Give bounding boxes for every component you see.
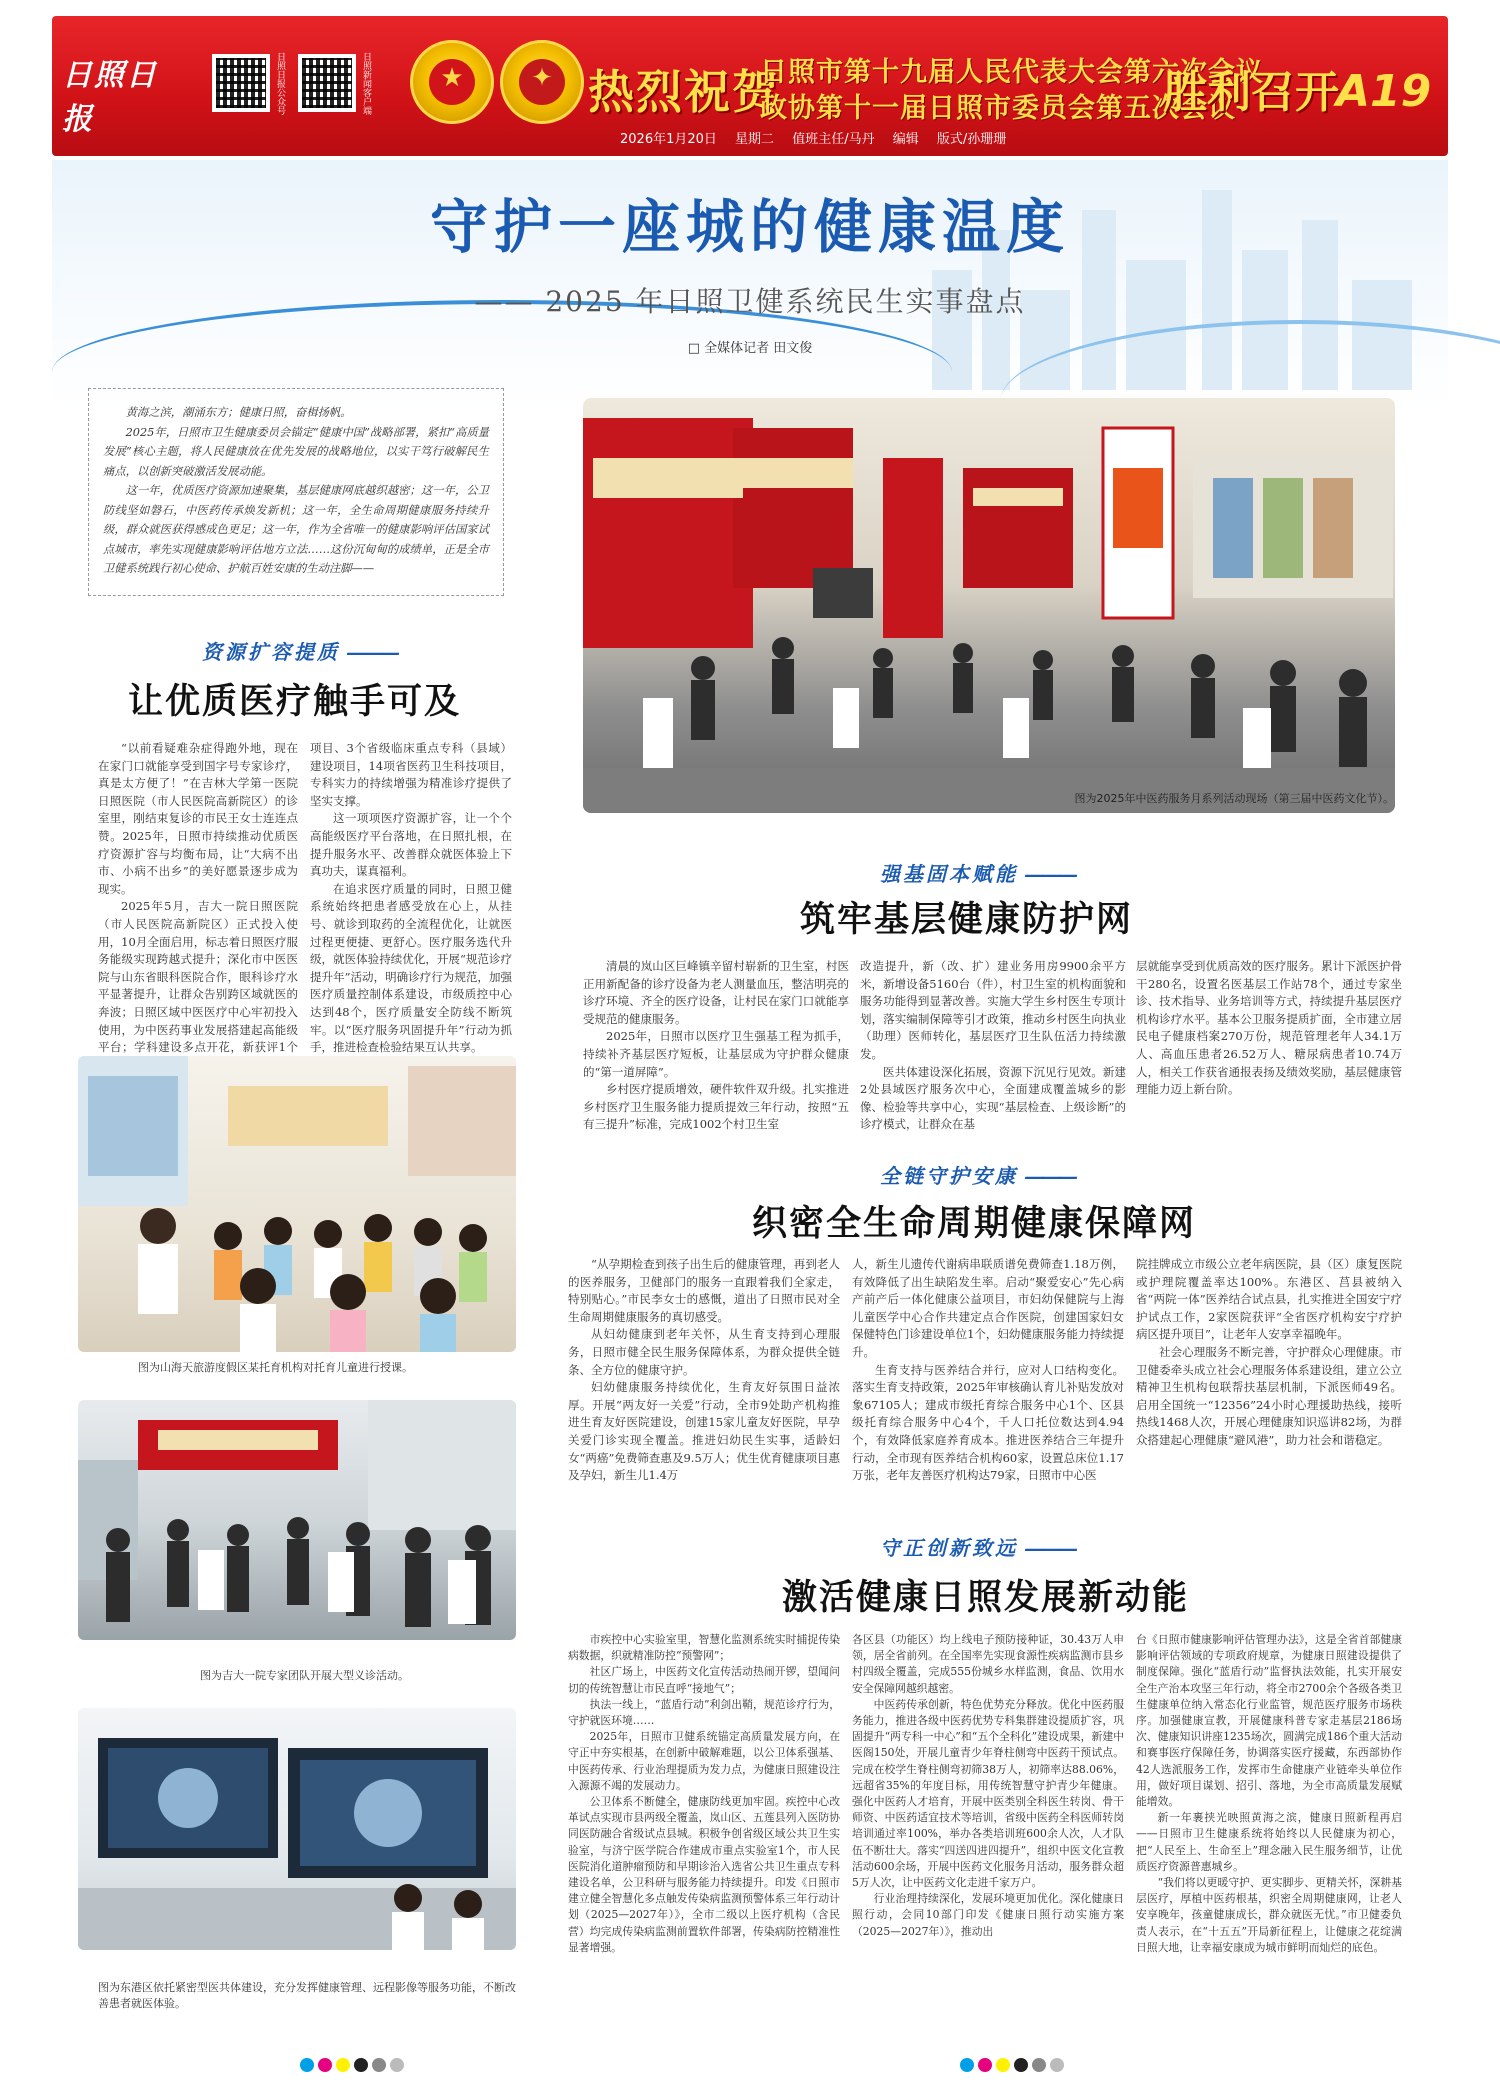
article-column xyxy=(852,1632,1124,1940)
article-paragraph: 层就能享受到优质高效的医疗服务。累计下派医护骨干280名，设置名医基层工作站78个，通过专家坐诊、技术指导、业务培训等方式，持续提升基层医疗机构诊疗水平。基本公卫服务提质扩面，全市建立居民电子健康档案270万份，规范管理老年人34.1万人、高血压患者26.52万人、糖尿病患者10.74万人，相关工作获省通报表扬及绩效奖励，基层健康管理能力迈上新台阶。 xyxy=(1136,959,1402,1097)
issue-date: 2026年1月20日 xyxy=(620,132,717,147)
article-column xyxy=(1136,1632,1402,1956)
intro-paragraph: 2025年，日照市卫生健康委员会锚定“健康中国”战略部署，紧扣“高质量发展”核心主题，将人民健康放在优先发展的战略地位，以实干笃行破解民生痛点，以创新突破激活发展动能。 xyxy=(103,425,489,478)
duty-editor: 值班主任/马丹 xyxy=(792,132,875,147)
article-column xyxy=(568,1632,840,1956)
page-number: A19 xyxy=(1336,66,1432,117)
article-paragraph: 医共体建设深化拓展，资源下沉见行见效。新建2处县域医疗服务次中心，全面建成覆盖城乡的影像、检验等共享中心，实现“基层检查、上级诊断”的诊疗模式，让群众在基 xyxy=(860,1064,1126,1132)
article-paragraph: 中医药传承创新，特色优势充分释放。优化中医药服务能力，推进各级中医药优势专科集群建设提质扩容，巩固提升“两专科一中心”和“五个全科化”建设成果，新建中医阁150处，开展儿童青少年脊柱侧弯中医药干预试点。完成在校学生脊柱侧弯初筛38万人，初筛率达88.06%，远超省35%的年度目标，用传统智慧守护青少年健康。强化中医药人才培育，开展中医类别全科医生转岗、骨干师资、中医药适宜技术等培训，省级中医药全科医师转岗培训通过率100%，举办各类培训班600余人次，人才队伍不断壮大。落实“四送四进四提升”，组织中医文化宣教活动600余场，开展中医药文化服务月活动，服务群众超5万人次，让中医药文化走进千家万户。 xyxy=(852,1697,1124,1890)
photo-caption: 图为吉大一院专家团队开展大型义诊活动。 xyxy=(200,1669,409,1682)
article-paragraph: 生育支持与医养结合并行，应对人口结构变化。落实生育支持政策，2025年审核确认育儿补贴发放对象67105人；建成市级托育综合服务中心1个、区县级托育综合服务中心4个，千人口托位数达到4.94个，有效降低家庭养育成本。推进医养结合三年提升行动，全市现有医养结合机构60家，设置总床位1.17万张，老年友善医疗机构达79家，日照市中心医 xyxy=(852,1362,1124,1483)
article-paragraph: 清晨的岚山区巨峰镇辛留村崭新的卫生室，村医正用新配备的诊疗设备为老人测量血压，整洁明亮的诊疗环境、齐全的医疗设备，让村民在家门口就能享受规范的健康服务。 xyxy=(583,959,849,1026)
article-paragraph: “以前看疑难杂症得跑外地，现在在家门口就能享受到国字号专家诊疗，真是太方便了！”在吉林大学第一医院日照医院（市人民医院高新院区）的诊室里，刚结束复诊的市民王女士连连点赞。2025年，日照市持续推动优质医疗资源扩容与均衡布局，让“大病不出市、小病不出乡”的美好愿景逐步成为现实。 xyxy=(98,741,298,896)
article-paragraph: 从妇幼健康到老年关怀，从生育支持到心理服务，日照市健全民生服务保障体系，为群众提供全链条、全方位的健康守护。 xyxy=(568,1327,840,1377)
section-kicker: 守正创新致远 ——— xyxy=(880,1532,1075,1561)
article-paragraph: 市疾控中心实验室里，智慧化监测系统实时捕捉传染病数据，织就精准防控“预警网”； xyxy=(568,1633,840,1663)
article-column xyxy=(310,740,512,1057)
cppcc-emblem-icon: ✦ xyxy=(500,40,584,124)
article-paragraph: 2025年5月，吉大一院日照医院（市人民医院高新院区）正式投入使用，10月全面启用，标志着日照医疗服务能级实现跨越式提升；深化市中医医院与山东省眼科医院合作，眼科诊疗水平显著提升，让群众告别跨区域就医的奔波；日照区域中医医疗中心牢初投入使用，为中医药事业发展搭建起高能级平台；学科建设多点开花，新获评1个 xyxy=(98,899,298,1055)
article-paragraph: 人，新生儿遗传代谢病串联质谱免费筛查1.18万例，有效降低了出生缺陷发生率。启动“聚爱安心”先心病产前产后一体化健康公益项目，市妇幼保健院与上海儿童医学中心合作共建定点合作医院，创建国家妇女保健特色门诊建设单位1个，妇幼健康服务能力持续提升。 xyxy=(852,1257,1124,1359)
section-headline: 织密全生命周期健康保障网 xyxy=(752,1203,1197,1244)
registration-marks xyxy=(300,2058,404,2072)
success-headline: 胜利召开 xyxy=(1163,67,1339,118)
article-column xyxy=(568,1256,840,1485)
layout-editor: 版式/孙珊珊 xyxy=(936,132,1007,147)
article-paragraph: 2025年，日照市以医疗卫生强基工程为抓手，持续补齐基层医疗短板，让基层成为守护群众健康的“第一道屏障”。 xyxy=(583,1029,849,1079)
section-kicker: 全链守护安康 ——— xyxy=(880,1160,1075,1189)
qr-caption: 日照日报公众号 xyxy=(275,52,285,115)
article-paragraph: 2025年，日照市卫健系统锚定高质量发展方向，在守正中夯实根基，在创新中破解难题，以公卫体系强基、中医药传承、行业治理提质为发力点，为健康日照建设注入源源不竭的发展动力。 xyxy=(568,1730,840,1792)
photo-caption: 图为东港区依托紧密型医共体建设，充分发挥健康管理、远程影像等服务功能，不断改善患者就医体验。 xyxy=(98,1981,516,2010)
page-subtitle: —— 2025 年日照卫健系统民生实事盘点 xyxy=(474,285,1026,318)
article-paragraph: “从孕期检查到孩子出生后的健康管理，再到老人的医养服务，卫健部门的服务一直跟着我们全家走，特别贴心。”市民李女士的感慨，道出了日照市民对全生命周期健康服务的真切感受。 xyxy=(568,1257,840,1324)
article-paragraph: 新一年裹挟光映照黄海之滨，健康日照新程再启——日照市卫生健康系统将始终以人民健康为初心，把“人民至上、生命至上”理念融入民生服务细节，让优质医疗资源普惠城乡。 xyxy=(1136,1811,1402,1873)
newspaper-logo: 日照日报 xyxy=(62,58,158,137)
article-paragraph: 项目、3个省级临床重点专科（县域）建设项目，14项省医药卫生科技项目，专科实力的持续增强为精准诊疗提供了坚实支撑。 xyxy=(310,741,512,808)
section-headline: 激活健康日照发展新动能 xyxy=(782,1577,1190,1618)
article-paragraph: 乡村医疗提质增效，硬件软件双升级。扎实推进乡村医疗卫生服务能力提质提效三年行动，按照“五有三提升”标准，完成1002个村卫生室 xyxy=(583,1082,849,1132)
article-paragraph: 台《日照市健康影响评估管理办法》，这是全省首部健康影响评估领域的专项政府规章，为健康日照建设提供了制度保障。强化“蓝盾行动”监督执法效能，扎实开展安全生产治本攻坚三年行动，将全市2700余个各级各类卫生健康单位纳入常态化行业监管，规范医疗服务市场秩序。加强健康宣教，开展健康科普专家走基层2186场次、健康知识讲座1235场次，圆满完成186个重大活动和赛事医疗保障任务，协调落实医疗援藏，东西部协作42人选派服务工作，发挥市生命健康产业链牵头单位作用，做好项目谋划、招引、落地，为全市高质量发展赋能增效。 xyxy=(1136,1633,1402,1809)
dateline xyxy=(620,128,1020,147)
registration-marks xyxy=(960,2058,1064,2072)
article-column xyxy=(852,1256,1124,1485)
article-column xyxy=(583,958,849,1134)
article-column xyxy=(1136,958,1402,1099)
article-paragraph: 公卫体系不断健全，健康防线更加牢固。疾控中心改革试点实现市县两级全覆盖，岚山区、五莲县列入医防协同医防融合省级试点县城。积极争创省级区域公共卫生实验室，与济宁医学院合作建成市重点实验室1个，市人民医院消化道肿瘤预防和早期诊治入选省公共卫生重点专科建设名单，公卫科研与服务能力持续提升。印发《日照市建立健全智慧化多点触发传染病监测预警体系三年行动计划（2025—2027年）》，全市二级以上医疗机构（含民营）均完成传染病监测前置软件部署，传染病防控精准性显著增强。 xyxy=(568,1795,840,1954)
article-paragraph: 执法一线上，“蓝盾行动”利剑出鞘，规范诊疗行为，守护就医环境…… xyxy=(568,1697,840,1728)
intro-paragraph: 这一年，优质医疗资源加速聚集，基层健康网底越织越密；这一年，公卫防线坚如磐石，中医药传承焕发新机；这一年，全生命周期健康服务持续升级，群众就医获得感成色更足；这一年，作为全省唯一的健康影响评估国家试点城市，率先实现健康影响评估地方立法……这份沉甸甸的成绩单，正是全市卫健系统践行初心使命、护航百姓安康的生动注脚—— xyxy=(103,484,489,575)
page-title: 守护一座城的健康温度 xyxy=(429,193,1070,261)
photo-nursery-class xyxy=(78,1056,516,1352)
qr-caption: 日照新闻客户端 xyxy=(361,52,371,115)
article-paragraph: 改造提升，新（改、扩）建业务用房9900余平方米，新增设备5160台（件），村卫生室的机构面貌和服务功能得到显著改善。实施大学生乡村医生专项计划，落实编制保障等引才政策，推动乡村医生向执业（助理）医师转化，基层医疗卫生队伍活力持续激发。 xyxy=(860,959,1126,1061)
article-paragraph: 这一项项医疗资源扩容，让一个个高能级医疗平台落地，在日照扎根，在提升服务水平、改善群众就医体验上下真功夫，谋真福利。 xyxy=(310,811,512,879)
article-paragraph: 妇幼健康服务持续优化，生育友好氛围日益浓厚。开展“两友好一关爱”行动，全市9处助产机构推进生育友好医院建设，创建15家儿童友好医院，早孕关爱门诊实现全覆盖。推进妇幼民生实事，适龄妇女“两癌”免费筛查惠及9.5万人；优生优育健康项目惠及孕妇，新生儿1.4万 xyxy=(568,1380,840,1483)
conference-line-2: 政协第十一届日照市委员会第五次会议 xyxy=(760,93,1236,124)
issue-weekday: 星期二 xyxy=(735,132,775,147)
section-headline: 让优质医疗触手可及 xyxy=(128,681,462,722)
qr-code-icon xyxy=(212,54,270,112)
photo-tcm-festival-illustration xyxy=(583,398,1395,813)
article-paragraph: 社区广场上，中医药文化宣传活动热闹开锣，望闻问切的传统智慧让市民直呼“接地气”； xyxy=(568,1665,840,1695)
article-paragraph: 社会心理服务不断完善，守护群众心理健康。市卫健委牵头成立社会心理服务体系建设组，建立公立精神卫生机构包联帮扶基层机制，下派医师49名。启用全国统一“12356”24小时心理援助热线，接听热线1468人次，开展心理健康知识巡讲82场，为群众搭建起心理健康“避风港”，助力社会和谐稳定。 xyxy=(1136,1344,1402,1447)
photo-remote-imaging xyxy=(78,1708,516,1950)
article-paragraph: “我们将以更暖守护、更实脚步、更精关怀，深耕基层医疗，厚植中医药根基，织密全周期健康网，让老人安享晚年，孩童健康成长，群众就医无忧。”市卫健委负责人表示，在“十五五”开局新征程上，让健康之花绽满日照大地，让幸福安康成为城市鲜明而灿烂的底色。 xyxy=(1136,1876,1402,1954)
article-paragraph: 行业治理持续深化，发展环境更加优化。深化健康日照行动，会同10部门印发《健康日照行动实施方案（2025—2027年）》，推动出 xyxy=(852,1892,1124,1938)
photo-caption: 图为山海天旅游度假区某托育机构对托育儿童进行授课。 xyxy=(138,1361,413,1374)
photo-caption: 图为2025年中医药服务月系列活动现场（第三届中医药文化节）。 xyxy=(1074,792,1394,805)
section-kicker: 资源扩容提质 ——— xyxy=(202,636,397,665)
article-column xyxy=(1136,1256,1402,1450)
section-headline: 筑牢基层健康防护网 xyxy=(800,899,1134,940)
photo-free-clinic xyxy=(78,1400,516,1640)
section-kicker: 强基固本赋能 ——— xyxy=(880,858,1075,887)
photo-tcm-festival xyxy=(583,398,1395,813)
intro-paragraph: 黄海之滨，潮涌东方；健康日照，奋楫扬帆。 xyxy=(125,406,352,419)
article-paragraph: 院挂牌成立市级公立老年病医院，县（区）康复医院或护理院覆盖率达100%。东港区、莒县被纳入省“两院一体”医养结合试点县，扎实推进全国安宁疗护试点工作，2家医院获评“全省医疗机构安宁疗护病区提升项目”，让老年人安享幸福晚年。 xyxy=(1136,1257,1402,1342)
article-paragraph: 在追求医疗质量的同时，日照卫健系统始终把患者感受放在心上，从挂号、就诊到取药的全流程优化，让就医过程更便捷、更舒心。医疗服务选代升级，就医体验持续优化，开展“规范诊疗提升年”活动，明确诊疗行为规范，加强医疗质量控制体系建设，市级质控中心达到48个，医疗质量安全防线不断筑牢。以“医疗服务巩固提升年”行动为抓手，推进检查检验结果互认共享。 xyxy=(310,881,512,1055)
photo-free-clinic-illustration xyxy=(78,1400,516,1640)
article-paragraph: 各区县（功能区）均上线电子预防接种证，30.43万人申领，居全省前列。在全国率先实现食源性疾病监测市县乡村四级全覆盖，完成555份城乡水样监测，食品、饮用水安全保障网越织越密。 xyxy=(852,1633,1124,1695)
conference-line-1: 日照市第十九届人民代表大会第六次会议 xyxy=(760,57,1264,88)
editor-label: 编辑 xyxy=(892,132,919,147)
qr-code-icon xyxy=(298,54,356,112)
byline: □ 全媒体记者 田文俊 xyxy=(687,341,813,356)
intro-box xyxy=(88,388,504,596)
photo-nursery-class-illustration xyxy=(78,1056,516,1352)
celebrate-headline: 热烈祝贺 xyxy=(588,65,780,119)
article-column xyxy=(98,740,298,1074)
national-emblem-icon: ★ xyxy=(410,40,494,124)
photo-remote-imaging-illustration xyxy=(78,1708,516,1950)
article-column xyxy=(860,958,1126,1134)
